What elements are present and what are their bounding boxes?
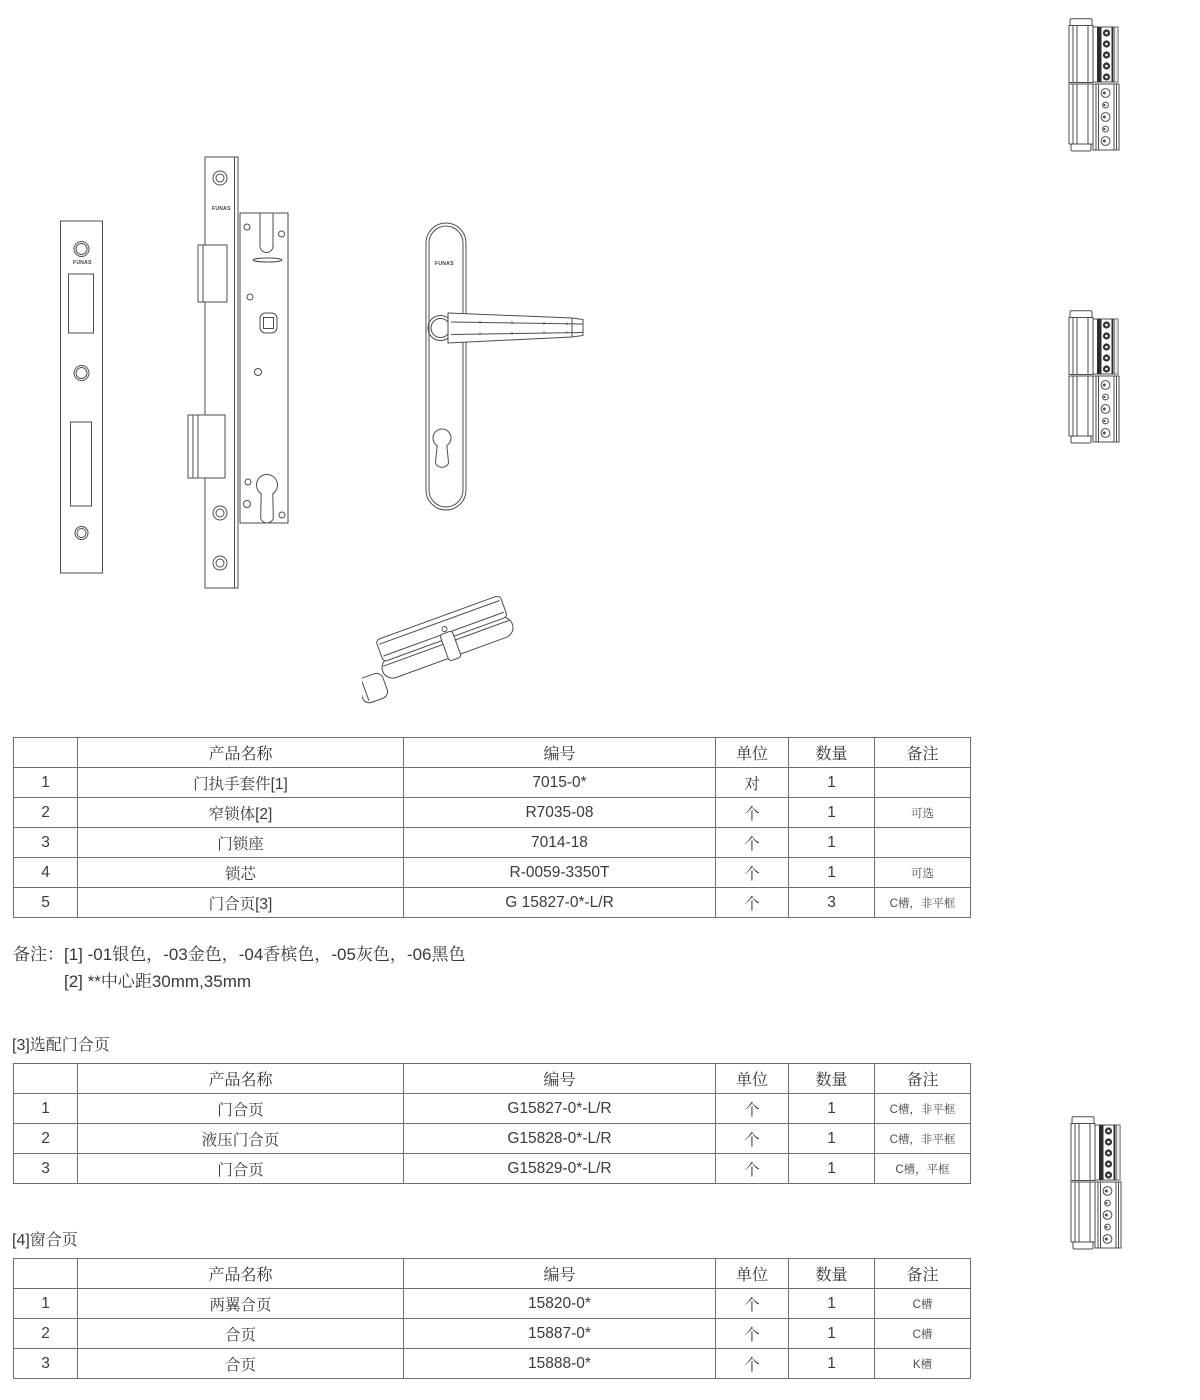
column-header [14, 1259, 78, 1289]
notes-block [13, 941, 465, 995]
header-row [14, 1259, 971, 1289]
strike-plate-drawing [58, 216, 108, 578]
table-cell: 门锁座 [78, 828, 404, 858]
table-cell: 1 [789, 1154, 875, 1184]
table-row [14, 888, 971, 918]
table-cell: 个 [716, 828, 789, 858]
section-title-window-hinges: [4]窗合页 [12, 1232, 78, 1249]
table-cell: 15887-0* [404, 1319, 716, 1349]
table-cell: 1 [789, 1094, 875, 1124]
table-cell: 锁芯 [78, 858, 404, 888]
table-cell: 2 [14, 1124, 78, 1154]
table-cell: R-0059-3350T [404, 858, 716, 888]
table-cell: G15829-0*-L/R [404, 1154, 716, 1184]
column-header: 数量 [789, 1259, 875, 1289]
column-header: 编号 [404, 1259, 716, 1289]
brand-logo: FUNAS [435, 261, 454, 267]
column-header: 编号 [404, 738, 716, 768]
column-header [14, 738, 78, 768]
table-cell: 1 [789, 828, 875, 858]
table-cell: K槽 [875, 1349, 971, 1379]
table-cell: 15888-0* [404, 1349, 716, 1379]
table-cell: 1 [789, 1289, 875, 1319]
table-cell: 个 [716, 1124, 789, 1154]
window-hinges-table [13, 1258, 971, 1379]
door-hinge-drawing-1 [1066, 18, 1122, 154]
table-cell: 2 [14, 1319, 78, 1349]
parts-table [13, 737, 971, 918]
column-header: 备注 [875, 738, 971, 768]
optional-door-hinges-table [13, 1063, 971, 1184]
table-cell [875, 828, 971, 858]
table-cell: 个 [716, 1319, 789, 1349]
table-cell: C槽，非平框 [875, 1094, 971, 1124]
column-header: 单位 [716, 1259, 789, 1289]
table-cell: 个 [716, 798, 789, 828]
table-cell: G15827-0*-L/R [404, 1094, 716, 1124]
table-cell: 1 [789, 798, 875, 828]
table-row [14, 768, 971, 798]
column-header: 备注 [875, 1259, 971, 1289]
table-cell: 个 [716, 1154, 789, 1184]
table-cell: R7035-08 [404, 798, 716, 828]
column-header: 编号 [404, 1064, 716, 1094]
table-cell: 个 [716, 1094, 789, 1124]
table-cell: 3 [14, 1349, 78, 1379]
table-cell: 7014-18 [404, 828, 716, 858]
table-cell: 1 [789, 1319, 875, 1349]
column-header: 数量 [789, 738, 875, 768]
table-row [14, 1094, 971, 1124]
table-row [14, 1154, 971, 1184]
table-cell [875, 768, 971, 798]
table-cell: 1 [14, 1094, 78, 1124]
table-cell: 液压门合页 [78, 1124, 404, 1154]
column-header: 产品名称 [78, 1064, 404, 1094]
table-cell: 门执手套件[1] [78, 768, 404, 798]
column-header: 数量 [789, 1064, 875, 1094]
door-handle-drawing [420, 218, 595, 518]
table-row [14, 798, 971, 828]
column-header: 备注 [875, 1064, 971, 1094]
table-cell: 两翼合页 [78, 1289, 404, 1319]
table-cell: 3 [14, 1154, 78, 1184]
table-cell: 1 [789, 768, 875, 798]
lock-cylinder-drawing [362, 596, 517, 708]
door-hinge-drawing-2 [1066, 310, 1122, 446]
table-cell: 1 [789, 1124, 875, 1154]
table-cell: 个 [716, 1289, 789, 1319]
column-header: 单位 [716, 738, 789, 768]
table-row [14, 1319, 971, 1349]
table-cell: 门合页[3] [78, 888, 404, 918]
column-header: 产品名称 [78, 1259, 404, 1289]
note-line-2: [2] **中心距30mm,35mm [64, 972, 252, 991]
narrow-lock-body-drawing [185, 148, 295, 596]
table-cell: 门合页 [78, 1094, 404, 1124]
column-header [14, 1064, 78, 1094]
table-row [14, 1124, 971, 1154]
table-cell: G 15827-0*-L/R [404, 888, 716, 918]
header-row [14, 738, 971, 768]
table-cell: 3 [14, 828, 78, 858]
table-cell: 可选 [875, 858, 971, 888]
table-row [14, 858, 971, 888]
brand-logo: FUNAS [73, 260, 92, 266]
table-cell: 1 [14, 768, 78, 798]
notes-label: 备注： [13, 945, 64, 964]
header-row [14, 1064, 971, 1094]
table-cell: 门合页 [78, 1154, 404, 1184]
table-cell: 1 [789, 858, 875, 888]
table-cell: 1 [14, 1289, 78, 1319]
table-cell: C槽，平框 [875, 1154, 971, 1184]
table-cell: 个 [716, 858, 789, 888]
column-header: 产品名称 [78, 738, 404, 768]
table-cell: 1 [789, 1349, 875, 1379]
brand-logo: FUNAS [212, 206, 231, 212]
window-hinge-drawing [1068, 1116, 1124, 1252]
table-cell: C槽 [875, 1319, 971, 1349]
table-cell: 对 [716, 768, 789, 798]
table-cell: C槽 [875, 1289, 971, 1319]
table-cell: C槽，非平框 [875, 888, 971, 918]
table-row [14, 1289, 971, 1319]
table-cell: G15828-0*-L/R [404, 1124, 716, 1154]
table-cell: 5 [14, 888, 78, 918]
table-cell: 合页 [78, 1319, 404, 1349]
table-cell: 可选 [875, 798, 971, 828]
table-cell: 个 [716, 888, 789, 918]
note-line-1: [1] -01银色，-03金色，-04香槟色，-05灰色，-06黑色 [64, 945, 466, 964]
table-cell: 15820-0* [404, 1289, 716, 1319]
table-row [14, 1349, 971, 1379]
table-cell: 3 [789, 888, 875, 918]
table-cell: 窄锁体[2] [78, 798, 404, 828]
table-cell: 合页 [78, 1349, 404, 1379]
table-cell: 7015-0* [404, 768, 716, 798]
table-cell: 2 [14, 798, 78, 828]
column-header: 单位 [716, 1064, 789, 1094]
table-cell: 个 [716, 1349, 789, 1379]
table-cell: 4 [14, 858, 78, 888]
table-row [14, 828, 971, 858]
table-cell: C槽，非平框 [875, 1124, 971, 1154]
section-title-optional-door-hinges: [3]选配门合页 [12, 1037, 110, 1054]
